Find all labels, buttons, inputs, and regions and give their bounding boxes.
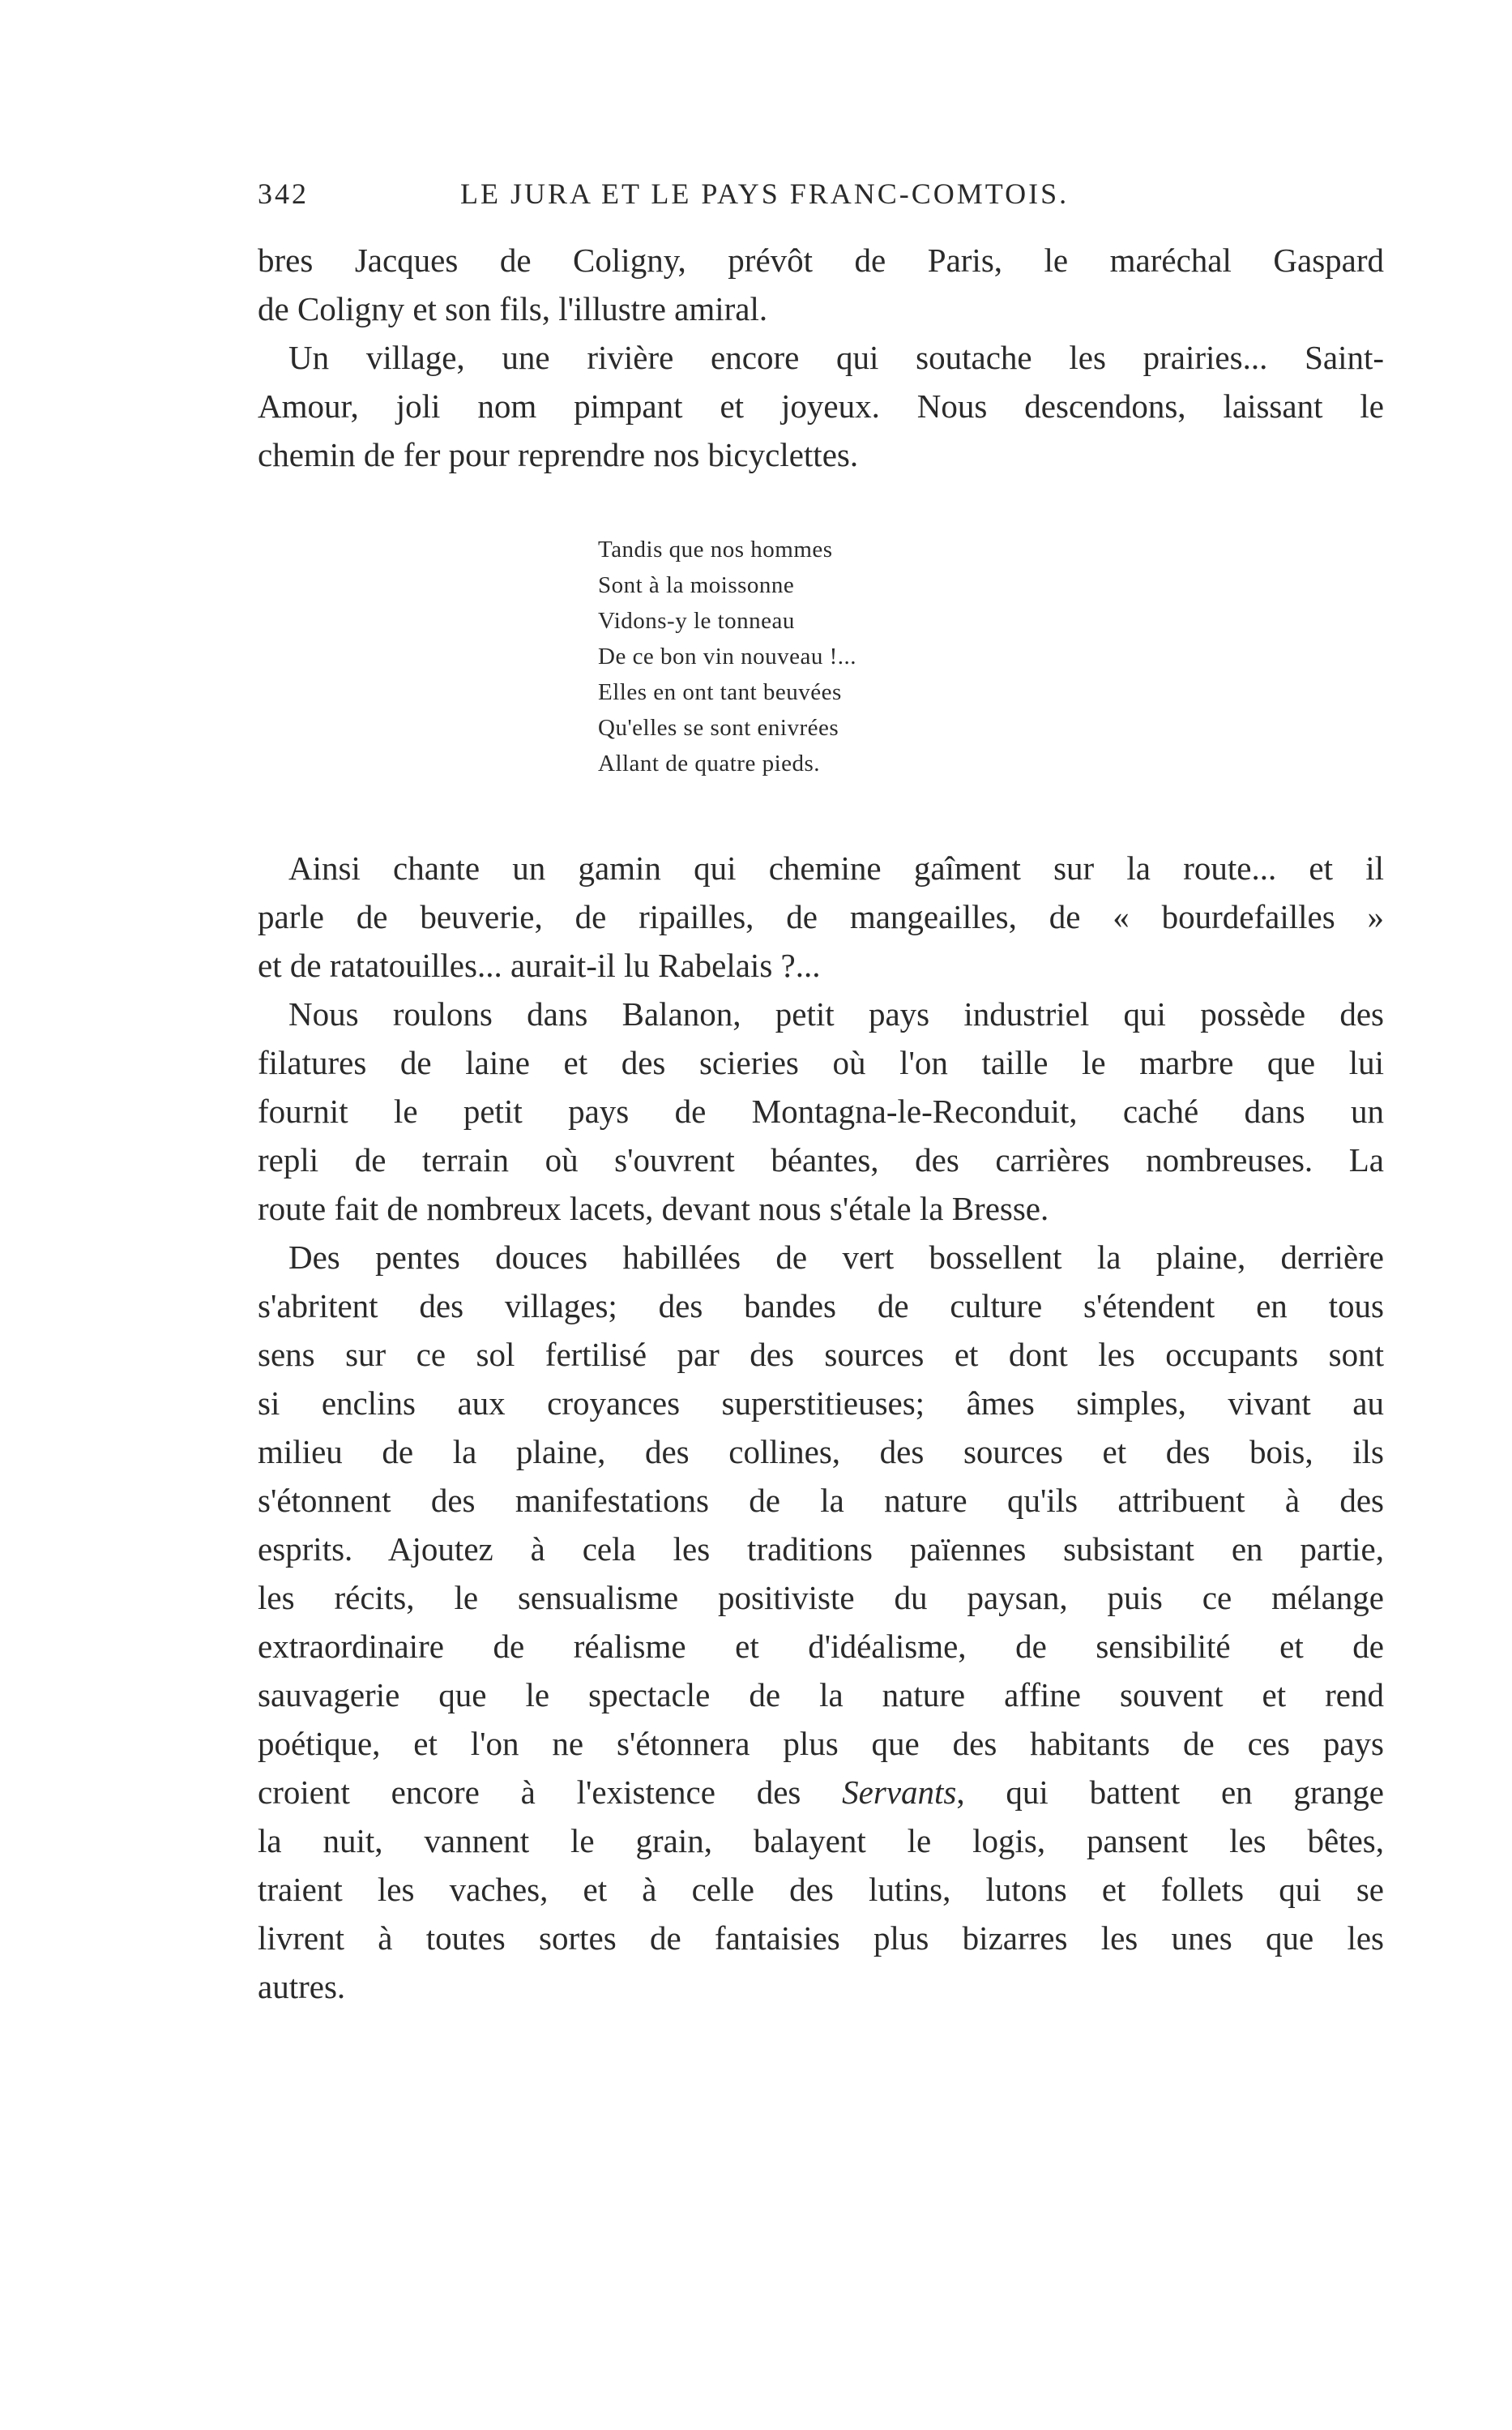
text-line: milieu de la plaine, des collines, des sources et des bois, ils [258, 1433, 1384, 1470]
text-line: s'étonnent des manifestations de la nature qu'ils attribuent à des [258, 1482, 1384, 1519]
text-line-with-italic [258, 1772, 1384, 1812]
text-line: la nuit, vannent le grain, balayent le logis, pansent les bêtes, [258, 1822, 1384, 1859]
text-segment: , qui battent en grange [956, 1773, 1384, 1811]
verse-line: De ce bon vin nouveau !... [598, 644, 857, 670]
text-line: si enclins aux croyances superstitieuses; âmes simples, vivant au [258, 1384, 1384, 1422]
text-line: Nous roulons dans Balanon, petit pays industriel qui possède des [288, 995, 1384, 1033]
text-line: les récits, le sensualisme positiviste du paysan, puis ce mélange [258, 1579, 1384, 1616]
text-line: Ainsi chante un gamin qui chemine gaîment sur la route... et il [288, 849, 1384, 887]
text-line: extraordinaire de réalisme et d'idéalisme, de sensibilité et de [258, 1628, 1384, 1665]
text-line: et de ratatouilles... aurait-il lu Rabelais ?... [258, 947, 821, 984]
text-line: esprits. Ajoutez à cela les traditions païennes subsistant en partie, [258, 1530, 1384, 1568]
text-line: Des pentes douces habillées de vert bossellent la plaine, derrière [288, 1239, 1384, 1276]
verse-line: Qu'elles se sont enivrées [598, 715, 839, 741]
text-line: s'abritent des villages; des bandes de culture s'étendent en tous [258, 1287, 1384, 1324]
text-line: fournit le petit pays de Montagna-le-Reconduit, caché dans un [258, 1093, 1384, 1130]
text-line: parle de beuverie, de ripailles, de mangeailles, de « bourdefailles » [258, 898, 1384, 935]
text-line: bres Jacques de Coligny, prévôt de Paris, le maréchal Gaspard [258, 242, 1384, 279]
text-line: poétique, et l'on ne s'étonnera plus que des habitants de ces pays [258, 1725, 1384, 1762]
verse-line: Sont à la moissonne [598, 572, 795, 598]
text-segment: croient encore à l'existence des [258, 1773, 843, 1811]
verse-line: Vidons-y le tonneau [598, 608, 795, 634]
text-line: route fait de nombreux lacets, devant nous s'étale la Bresse. [258, 1190, 1049, 1227]
text-line: livrent à toutes sortes de fantaisies plus bizarres les unes que les [258, 1919, 1384, 1957]
verse-line: Tandis que nos hommes [598, 537, 833, 563]
page-number: 342 [258, 178, 309, 210]
verse-line: Elles en ont tant beuvées [598, 679, 842, 705]
verse-line: Allant de quatre pieds. [598, 751, 821, 776]
text-line: sauvagerie que le spectacle de la nature affine souvent et rend [258, 1676, 1384, 1713]
italic-term: Servants [842, 1773, 957, 1811]
text-line: sens sur ce sol fertilisé par des sources et dont les occupants sont [258, 1336, 1384, 1373]
page-header [258, 177, 1384, 217]
running-title: LE JURA ET LE PAYS FRANC-COMTOIS. [460, 178, 1070, 210]
text-line: Un village, une rivière encore qui soutache les prairies... Saint- [288, 339, 1384, 376]
text-line: autres. [258, 1968, 346, 2005]
text-line: filatures de laine et des scieries où l'on taille le marbre que lui [258, 1044, 1384, 1081]
text-line: de Coligny et son fils, l'illustre amiral. [258, 290, 768, 327]
text-line: Amour, joli nom pimpant et joyeux. Nous descendons, laissant le [258, 387, 1384, 425]
text-line: chemin de fer pour reprendre nos bicyclettes. [258, 436, 859, 473]
text-line: traient les vaches, et à celle des lutins, lutons et follets qui se [258, 1871, 1384, 1908]
text-line: repli de terrain où s'ouvrent béantes, des carrières nombreuses. La [258, 1141, 1384, 1179]
